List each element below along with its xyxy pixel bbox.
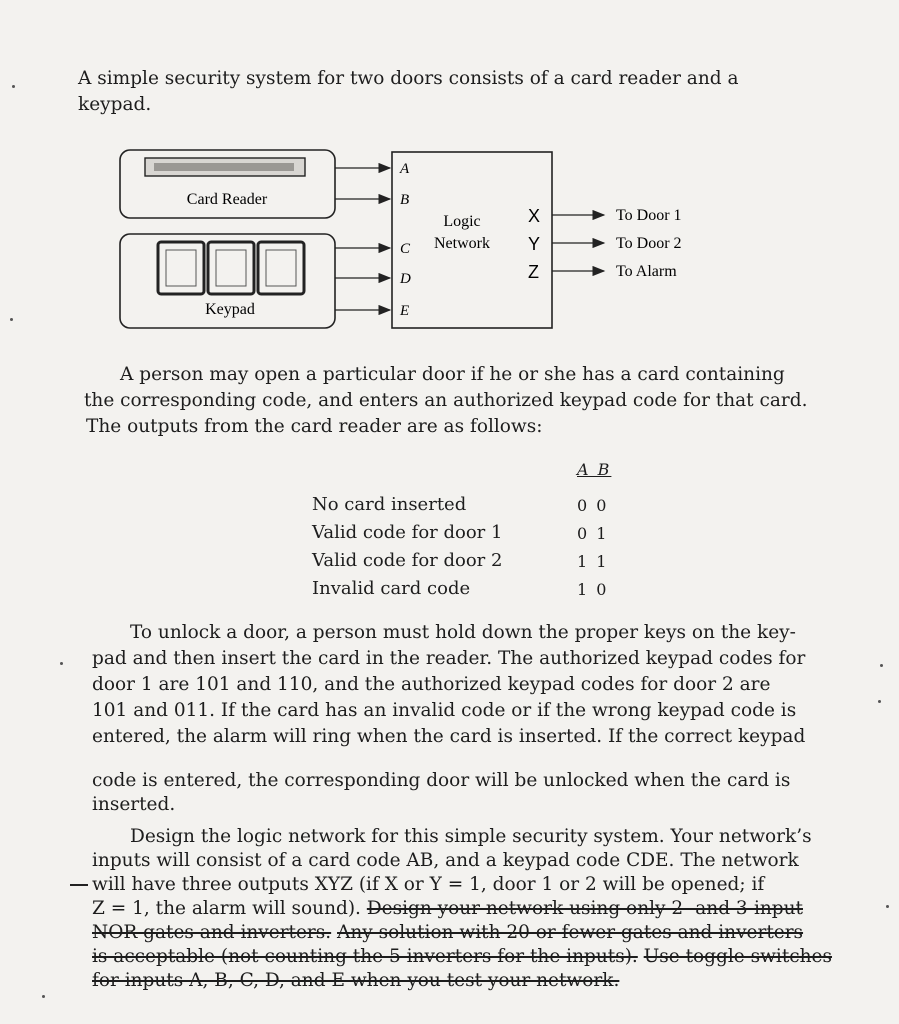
table-row-label: Valid code for door 1 <box>312 522 503 543</box>
intro-line-2: keypad. <box>78 94 152 115</box>
speckle <box>878 700 881 703</box>
line5-plain: Any solution with 20 or fewer gates and inverters <box>337 922 804 943</box>
speckle <box>10 318 13 321</box>
table-row-value: 0 0 <box>577 496 609 515</box>
table-row-value: 1 0 <box>577 580 609 599</box>
table-header: A B <box>577 460 612 479</box>
line6-struck: Use toggle switches <box>643 946 833 967</box>
para1-line-2: the corresponding code, and enters an authorized keypad code for that card. <box>84 390 808 411</box>
output-z-label: Z <box>528 262 539 282</box>
para2-line-7: inserted. <box>92 794 176 815</box>
line5-struck: NOR gates and inverters. <box>92 922 332 943</box>
para2-line-4: 101 and 011. If the card has an invalid code or if the wrong keypad code is <box>92 700 797 721</box>
para2-line-2: pad and then insert the card in the reader. The authorized keypad codes for <box>92 648 806 669</box>
output-x-label: X <box>528 206 541 226</box>
para2-line-3: door 1 are 101 and 110, and the authorized keypad codes for door 2 are <box>92 674 771 695</box>
para2-line-6: code is entered, the corresponding door will be unlocked when the card is <box>92 770 791 791</box>
keypad-digit-displays <box>158 242 304 294</box>
to-door-2-label: To Door 2 <box>616 235 682 252</box>
para3-line-4 <box>92 896 803 922</box>
para3-line-3: will have three outputs XYZ (if X or Y = 1, door 1 or 2 will be opened; if <box>92 874 765 895</box>
to-alarm-label: To Alarm <box>616 263 677 280</box>
to-door-1-label: To Door 1 <box>616 207 682 224</box>
para3-line-5 <box>92 920 803 946</box>
line4-struck: Design your network using only 2- and 3-input <box>366 898 803 919</box>
card-slot-stripe <box>154 163 294 171</box>
line7-struck: for inputs A, B, C, D, and E when you test your network. <box>92 970 620 991</box>
table-row-label: No card inserted <box>312 494 467 515</box>
speckle <box>886 905 889 908</box>
table-row-label: Invalid card code <box>312 578 471 599</box>
input-c-label: C <box>400 241 411 257</box>
speckle <box>60 662 63 665</box>
input-e-label: E <box>400 303 410 319</box>
table-row-value: 1 1 <box>577 552 609 571</box>
para2-line-1: To unlock a door, a person must hold down the proper keys on the key- <box>130 622 796 643</box>
input-a-label: A <box>400 161 410 177</box>
table-row-label: Valid code for door 2 <box>312 550 503 571</box>
margin-dash-mark <box>70 884 88 886</box>
output-y-label: Y <box>528 234 541 254</box>
intro-line-1: A simple security system for two doors consists of a card reader and a <box>78 68 739 89</box>
input-b-label: B <box>400 192 410 208</box>
para3-line-7 <box>92 968 619 994</box>
para2-line-5: entered, the alarm will ring when the card is inserted. If the correct keypad <box>92 726 806 747</box>
speckle <box>880 664 883 667</box>
para3-line-6 <box>92 944 832 970</box>
keypad-label: Keypad <box>205 301 255 318</box>
table-row-value: 0 1 <box>577 524 609 543</box>
security-system-diagram <box>110 142 730 342</box>
line6-plain: is acceptable (not counting the 5 inverters for the inputs). <box>92 946 638 967</box>
card-reader-label: Card Reader <box>186 191 268 208</box>
para1-line-1: A person may open a particular door if he or she has a card containing <box>120 364 785 385</box>
logic-label-2: Network <box>434 235 490 252</box>
input-d-label: D <box>400 271 411 287</box>
speckle <box>42 995 45 998</box>
line4-plain: Z = 1, the alarm will sound). <box>92 898 361 919</box>
speckle <box>12 85 15 88</box>
para1-line-3: The outputs from the card reader are as follows: <box>86 416 543 437</box>
para3-line-1: Design the logic network for this simple security system. Your network’s <box>130 826 812 847</box>
para3-line-2: inputs will consist of a card code AB, and a keypad code CDE. The network <box>92 850 799 871</box>
logic-label-1: Logic <box>443 213 481 230</box>
